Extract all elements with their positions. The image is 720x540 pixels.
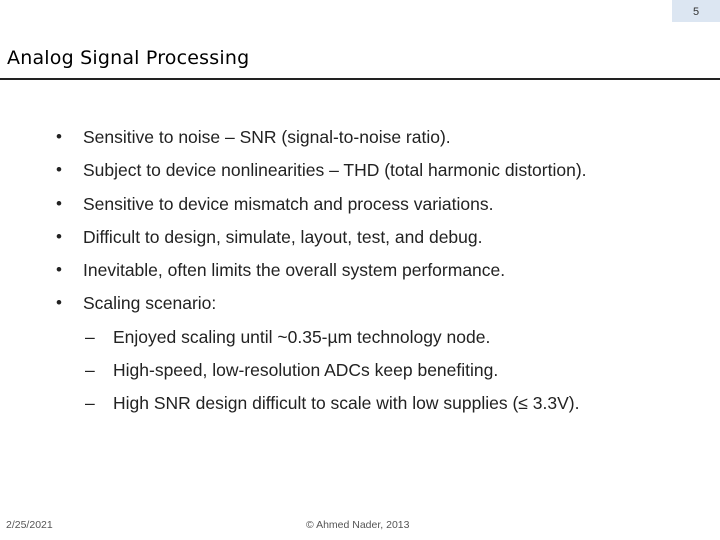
sub-bullet-text: High SNR design difficult to scale with low supplies (≤ 3.3V). <box>113 393 580 414</box>
slide-number: 5 <box>672 0 720 22</box>
slide-title: Analog Signal Processing <box>7 47 250 69</box>
bullet-text: Sensitive to noise – SNR (signal-to-noise ratio). <box>83 127 451 147</box>
sub-bullet-text: High-speed, low-resolution ADCs keep benefiting. <box>113 360 499 381</box>
sub-bullet-dash-icon: – <box>85 393 95 414</box>
sub-bullet-item <box>54 392 694 414</box>
sub-bullet-text: Enjoyed scaling until ~0.35-µm technology node. <box>113 326 491 347</box>
sub-bullet-item <box>54 359 694 381</box>
bullet-dot-icon: • <box>56 193 62 213</box>
bullet-item <box>54 159 694 181</box>
title-divider <box>0 78 720 80</box>
bullet-item <box>54 193 694 215</box>
sub-bullet-dash-icon: – <box>85 326 95 347</box>
footer-date: 2/25/2021 <box>6 519 53 531</box>
bullet-dot-icon: • <box>56 260 62 280</box>
bullet-dot-icon: • <box>56 293 62 313</box>
bullet-list <box>54 126 694 426</box>
bullet-text: Difficult to design, simulate, layout, test, and debug. <box>83 226 483 247</box>
sub-bullet-dash-icon: – <box>85 360 95 381</box>
bullet-dot-icon: • <box>56 160 62 180</box>
bullet-dot-icon: • <box>56 226 62 246</box>
bullet-item <box>54 259 694 281</box>
sub-bullet-item <box>54 326 694 348</box>
bullet-item <box>54 292 694 314</box>
footer-copyright: © Ahmed Nader, 2013 <box>306 519 410 531</box>
bullet-item <box>54 226 694 248</box>
bullet-text: Subject to device nonlinearities – THD (total harmonic distortion). <box>83 160 587 181</box>
bullet-text: Sensitive to device mismatch and process variations. <box>83 193 494 214</box>
bullet-item <box>54 126 694 148</box>
bullet-dot-icon: • <box>56 127 62 146</box>
bullet-text: Inevitable, often limits the overall system performance. <box>83 260 506 281</box>
bullet-text: Scaling scenario: <box>83 293 217 314</box>
